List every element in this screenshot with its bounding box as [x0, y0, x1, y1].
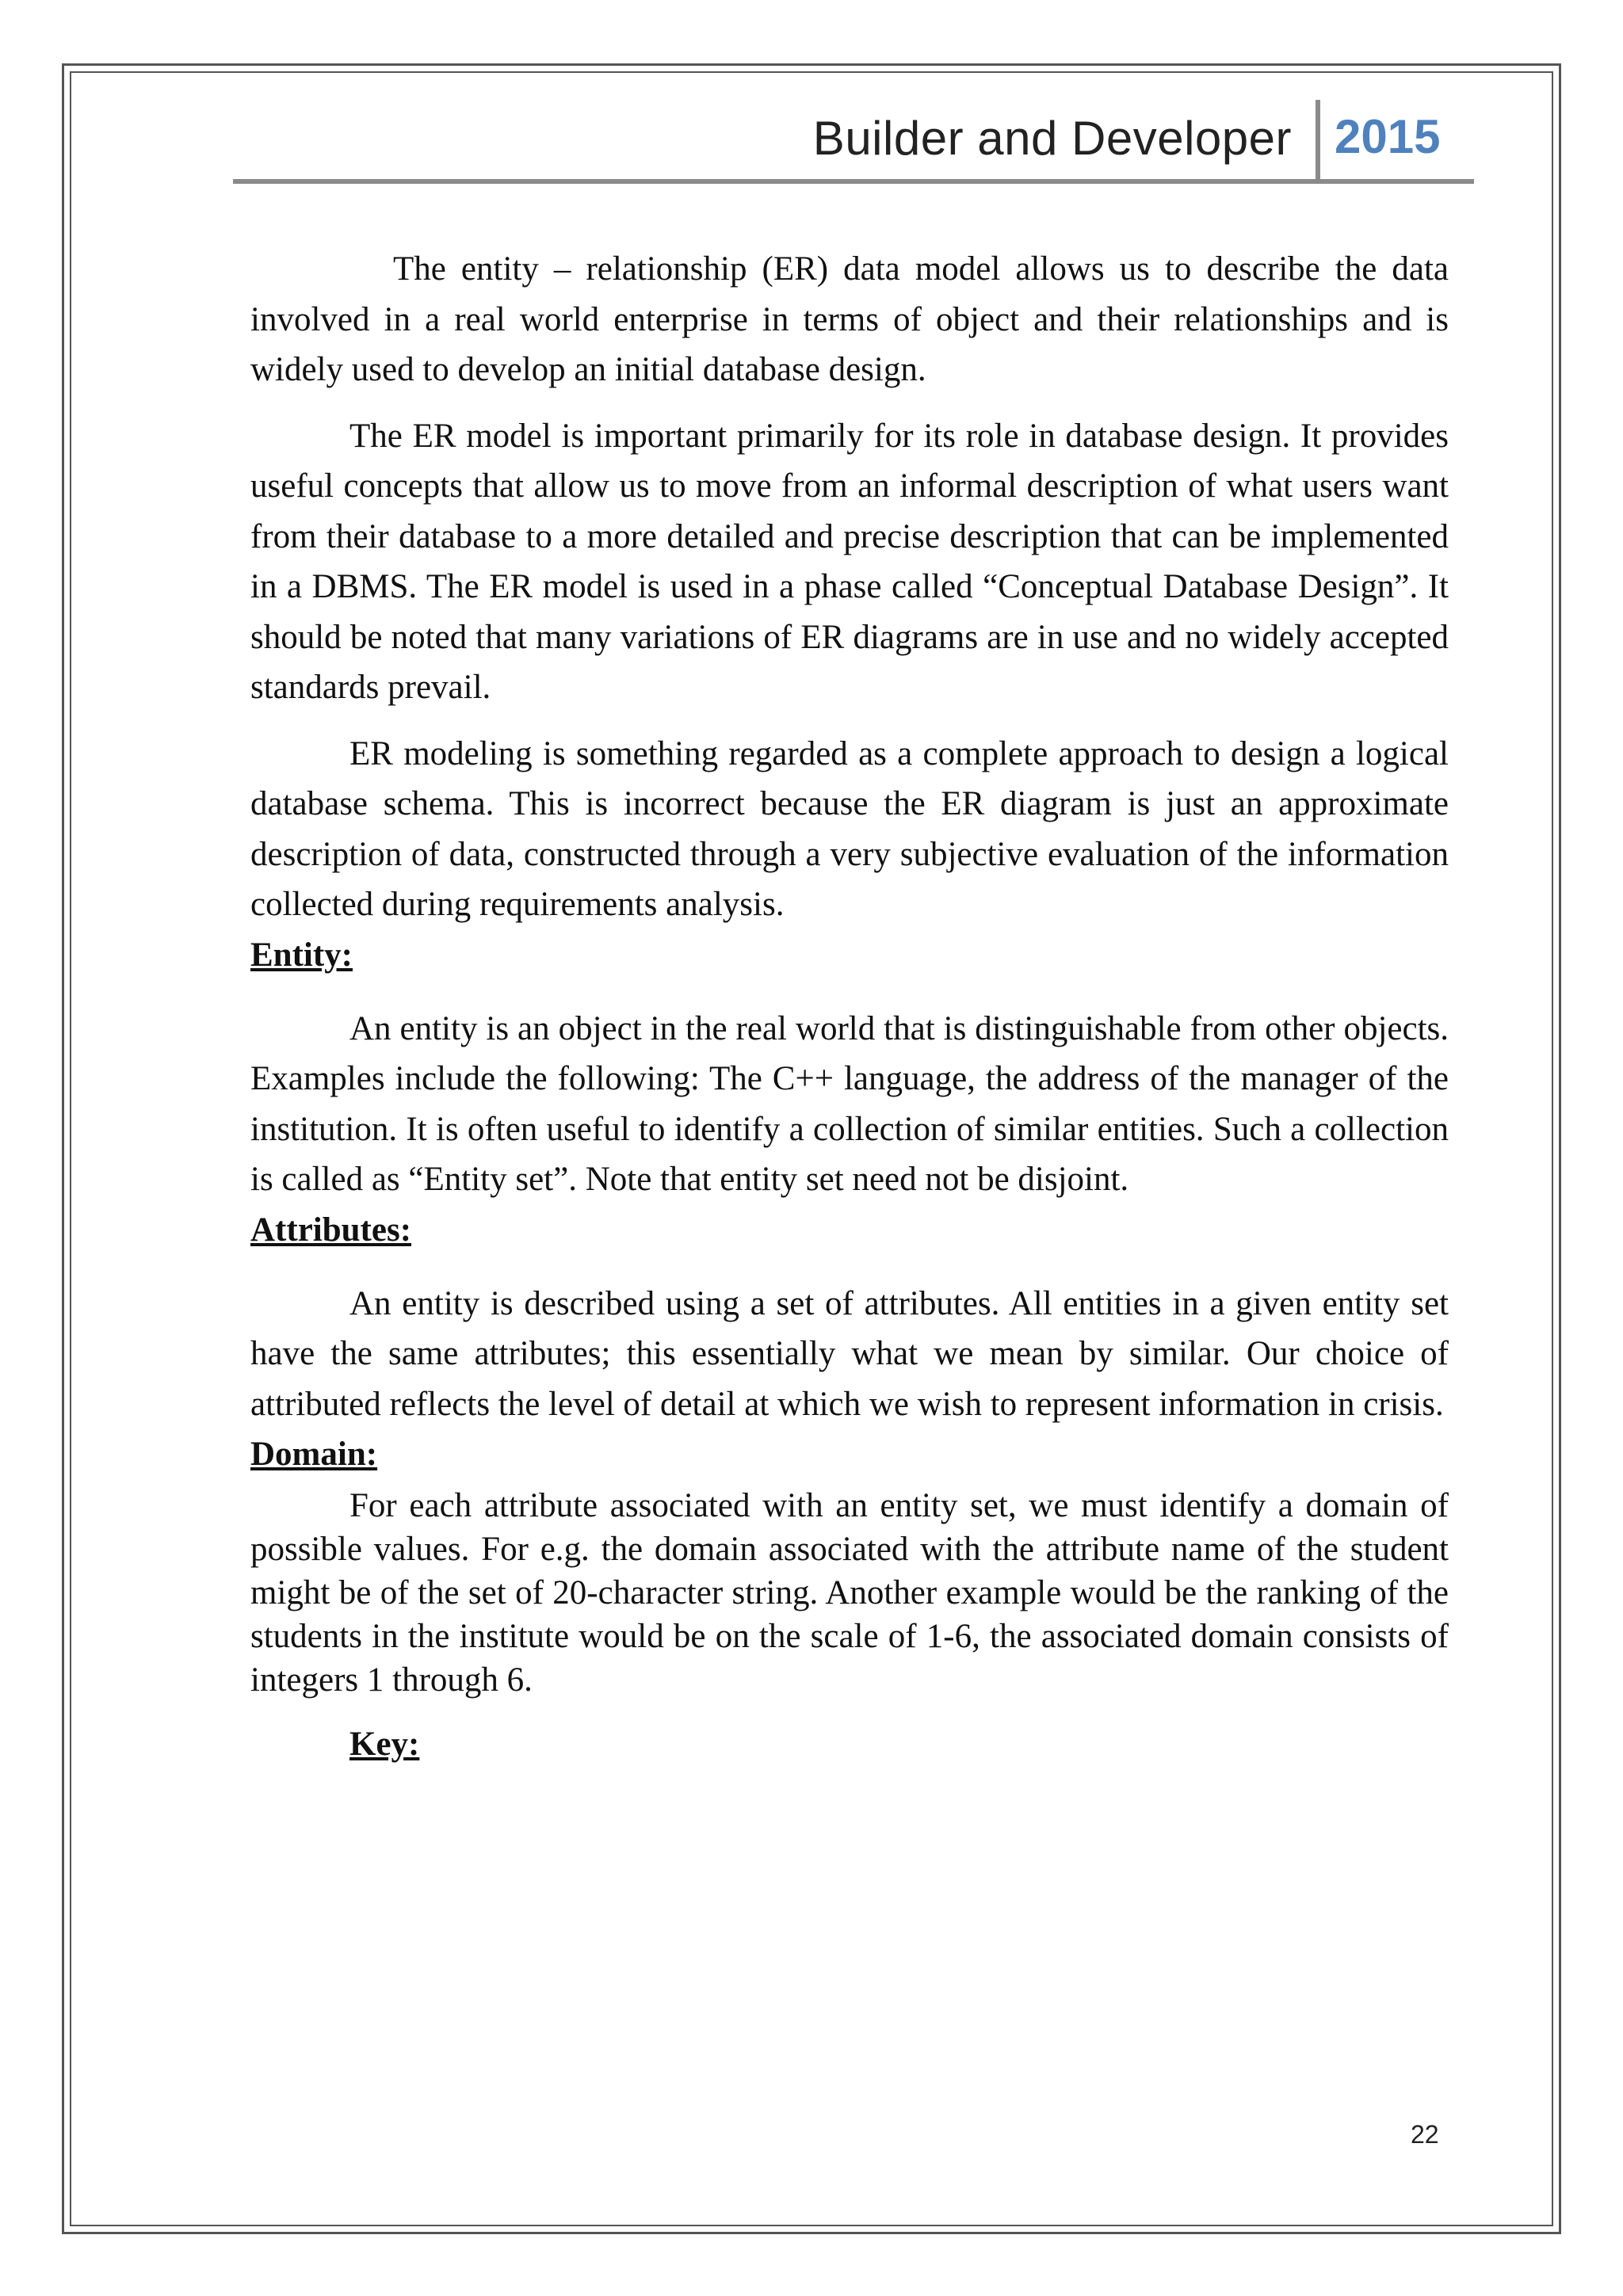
- paragraph-domain: For each attribute associated with an entity set, we must identify a domain of possible values. For e.g. the domain associated with the attribute name of the student might be of the set of 20-character string. Another example would be the ranking of the students in the institute would be on the scale of 1-6, the associated domain consists of integers 1 through 6.: [250, 1487, 1449, 1699]
- heading-key: Key:: [349, 1726, 420, 1763]
- paragraph-intro: The entity – relationship (ER) data model allows us to describe the data involved in a real world enterprise in terms of object and their relationships and is widely used to develop an initial database design.: [250, 250, 1449, 388]
- header-separator: [1316, 100, 1320, 181]
- heading-entity: Entity:: [250, 936, 353, 974]
- page-number: 22: [1411, 2120, 1439, 2149]
- paragraph-entity: An entity is an object in the real world that is distinguishable from other objects. Examples include the following: The C++ language, the address of the manager of the institution. It is often useful to identify a collection of similar entities. Such a collection is called as “Entity set”. Note that entity set need not be disjoint.: [250, 1009, 1449, 1198]
- header-rule: [233, 179, 1474, 184]
- document-body: [250, 244, 1449, 1769]
- paragraph-er-model: The ER model is important primarily for its role in database design. It provides useful concepts that allow us to move from an informal description of what users want from their database to a more detailed and precise description that can be implemented in a DBMS. The ER model is used in a phase called “Conceptual Database Design”. It should be noted that many variations of ER diagrams are in use and no widely accepted standards prevail.: [250, 417, 1449, 706]
- paragraph-er-modeling: ER modeling is something regarded as a complete approach to design a logical database schema. This is incorrect because the ER diagram is just an approximate description of data, constructed through a very subjective evaluation of the information collected during requirements analysis.: [250, 734, 1449, 923]
- paragraph-attributes: An entity is described using a set of attributes. All entities in a given entity set have the same attributes; this essentially what we mean by similar. Our choice of attributed reflects the level of detail at which we wish to represent information in crisis.: [250, 1284, 1449, 1423]
- header-title: Builder and Developer: [812, 112, 1292, 165]
- header-year: 2015: [1335, 110, 1441, 163]
- heading-domain: Domain:: [250, 1436, 378, 1473]
- heading-attributes: Attributes:: [250, 1211, 412, 1249]
